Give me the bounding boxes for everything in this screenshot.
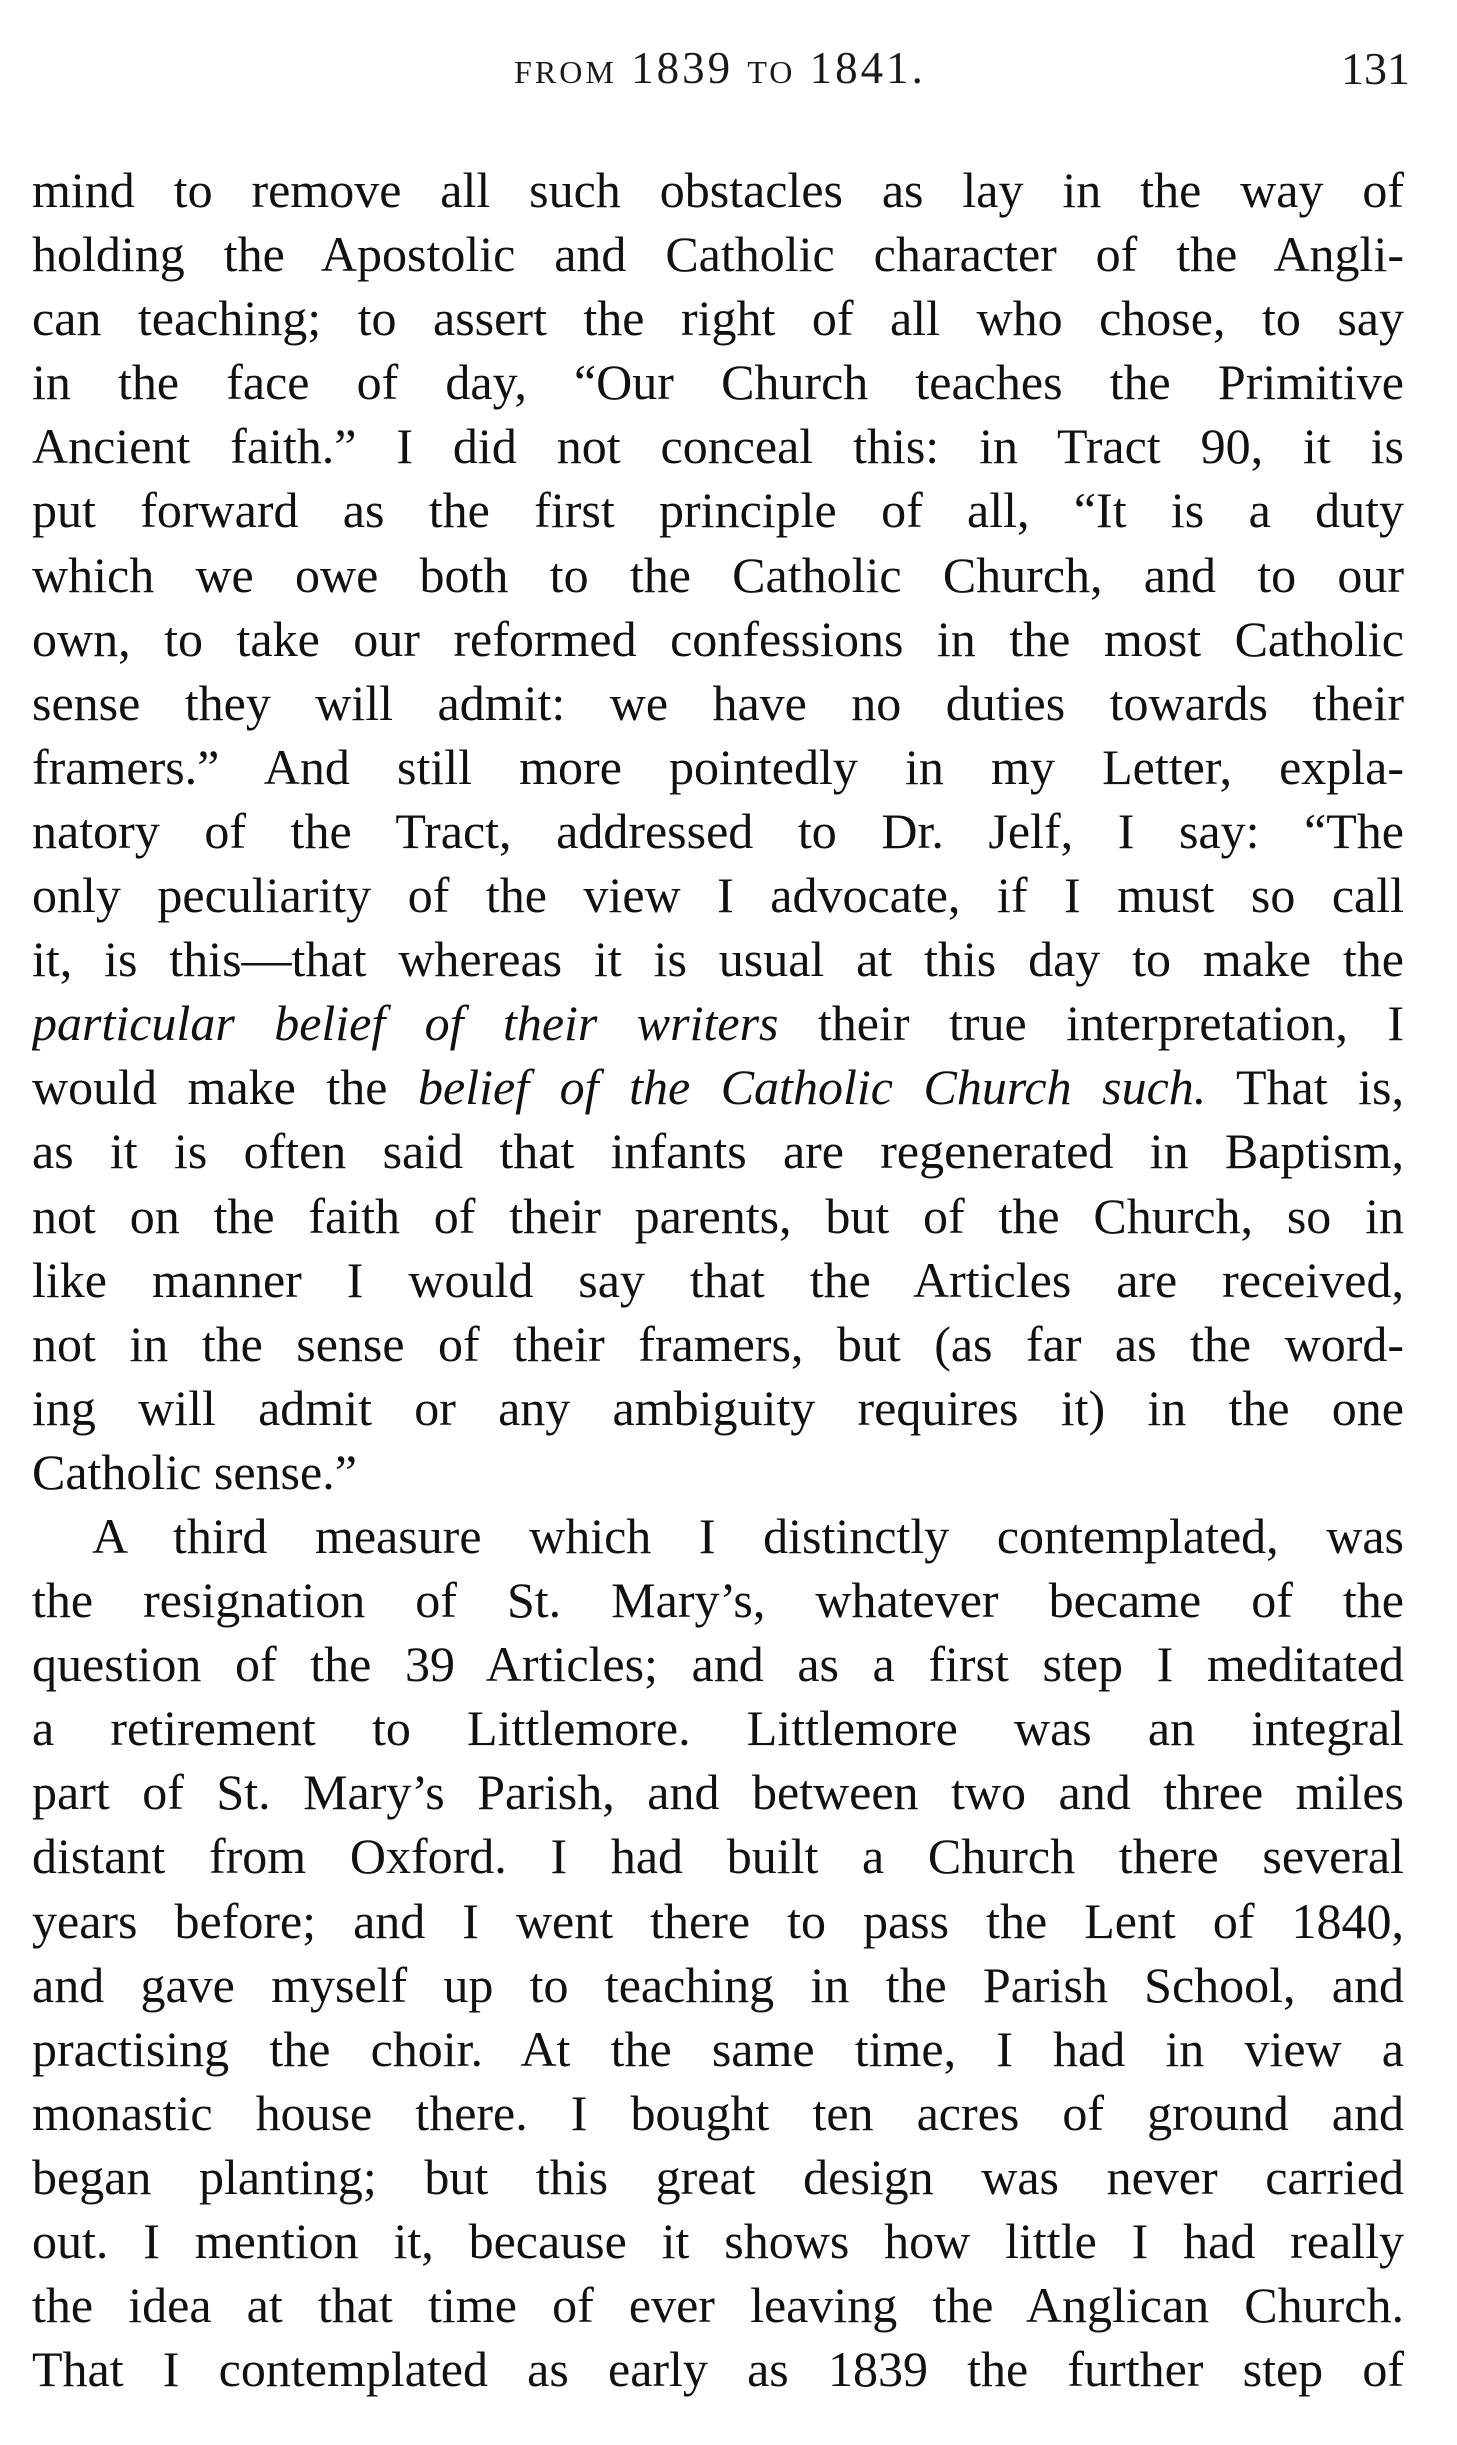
running-title: from 1839 to 1841.	[514, 43, 926, 93]
page-number: 131	[1341, 43, 1410, 94]
paragraph-2	[32, 1504, 1404, 2401]
text-line: it, is this—that whereas it is usual at this day to make the	[32, 931, 1404, 988]
text-line: began planting; but this great design was never carried	[32, 2148, 1404, 2205]
text-line: the idea at that time of ever leaving the Anglican Church.	[32, 2277, 1404, 2334]
text-line: practising the choir. At the same time, I had in view a	[32, 2020, 1404, 2077]
text-line-mixed	[32, 991, 1404, 1055]
text-line: out. I mention it, because it shows how little I had really	[32, 2213, 1404, 2269]
text-line: can teaching; to assert the right of all who chose, to say	[32, 290, 1404, 347]
text-line: a retirement to Littlemore. Littlemore was an integral	[32, 1700, 1404, 1757]
text-line: mind to remove all such obstacles as lay in the way of	[32, 162, 1404, 218]
text-line: own, to take our reformed confessions in the most Catholic	[32, 610, 1404, 667]
text-line: ing will admit or any ambiguity requires it) in the one	[32, 1379, 1404, 1436]
text-line: part of St. Mary’s Parish, and between two and three miles	[32, 1764, 1404, 1821]
text-line: That I contemplated as early as 1839 the further step of	[32, 2341, 1404, 2398]
text-line: and gave myself up to teaching in the Parish School, and	[32, 1956, 1404, 2013]
text-line: years before; and I went there to pass the Lent of 1840,	[32, 1892, 1404, 1949]
italic-phrase: belief of the Catholic Church such.	[418, 1059, 1207, 1116]
text-line: monastic house there. I bought ten acres of ground and	[32, 2084, 1404, 2141]
text-segment: That is,	[1206, 1059, 1404, 1116]
text-line: as it is often said that infants are regenerated in Baptism,	[32, 1123, 1404, 1180]
text-line: only peculiarity of the view I advocate, if I must so call	[32, 867, 1404, 924]
paragraph-1	[32, 158, 1404, 1504]
text-line: question of the 39 Articles; and as a first step I meditated	[32, 1636, 1404, 1693]
text-line: not in the sense of their framers, but (as far as the word-	[32, 1315, 1404, 1372]
running-head	[30, 42, 1410, 112]
text-line: natory of the Tract, addressed to Dr. Jelf, I say: “The	[32, 802, 1404, 859]
text-line: holding the Apostolic and Catholic character of the Angli-	[32, 226, 1404, 283]
text-line: distant from Oxford. I had built a Church there several	[32, 1828, 1404, 1885]
text-line: the resignation of St. Mary’s, whatever became of the	[32, 1572, 1404, 1629]
text-segment: would make the	[32, 1059, 419, 1116]
body-text	[32, 158, 1404, 2401]
text-line: in the face of day, “Our Church teaches the Primitive	[32, 354, 1404, 411]
text-line: Ancient faith.” I did not conceal this: in Tract 90, it is	[32, 418, 1404, 475]
text-segment: their true interpretation, I	[778, 995, 1404, 1052]
text-line: put forward as the first principle of all, “It is a duty	[32, 482, 1404, 539]
text-line: sense they will admit: we have no duties towards their	[32, 674, 1404, 731]
text-line: A third measure which I distinctly contemplated, was	[92, 1507, 1404, 1564]
text-line: not on the faith of their parents, but of the Church, so in	[32, 1187, 1404, 1244]
text-line: Catholic sense.”	[32, 1443, 357, 1500]
text-line-mixed	[32, 1055, 1404, 1119]
text-line: framers.” And still more pointedly in my Letter, expla-	[32, 738, 1404, 795]
italic-phrase: particular belief of their writers	[32, 995, 779, 1052]
text-line: which we owe both to the Catholic Church, and to our	[32, 546, 1404, 603]
text-line: like manner I would say that the Articles are received,	[32, 1251, 1404, 1308]
